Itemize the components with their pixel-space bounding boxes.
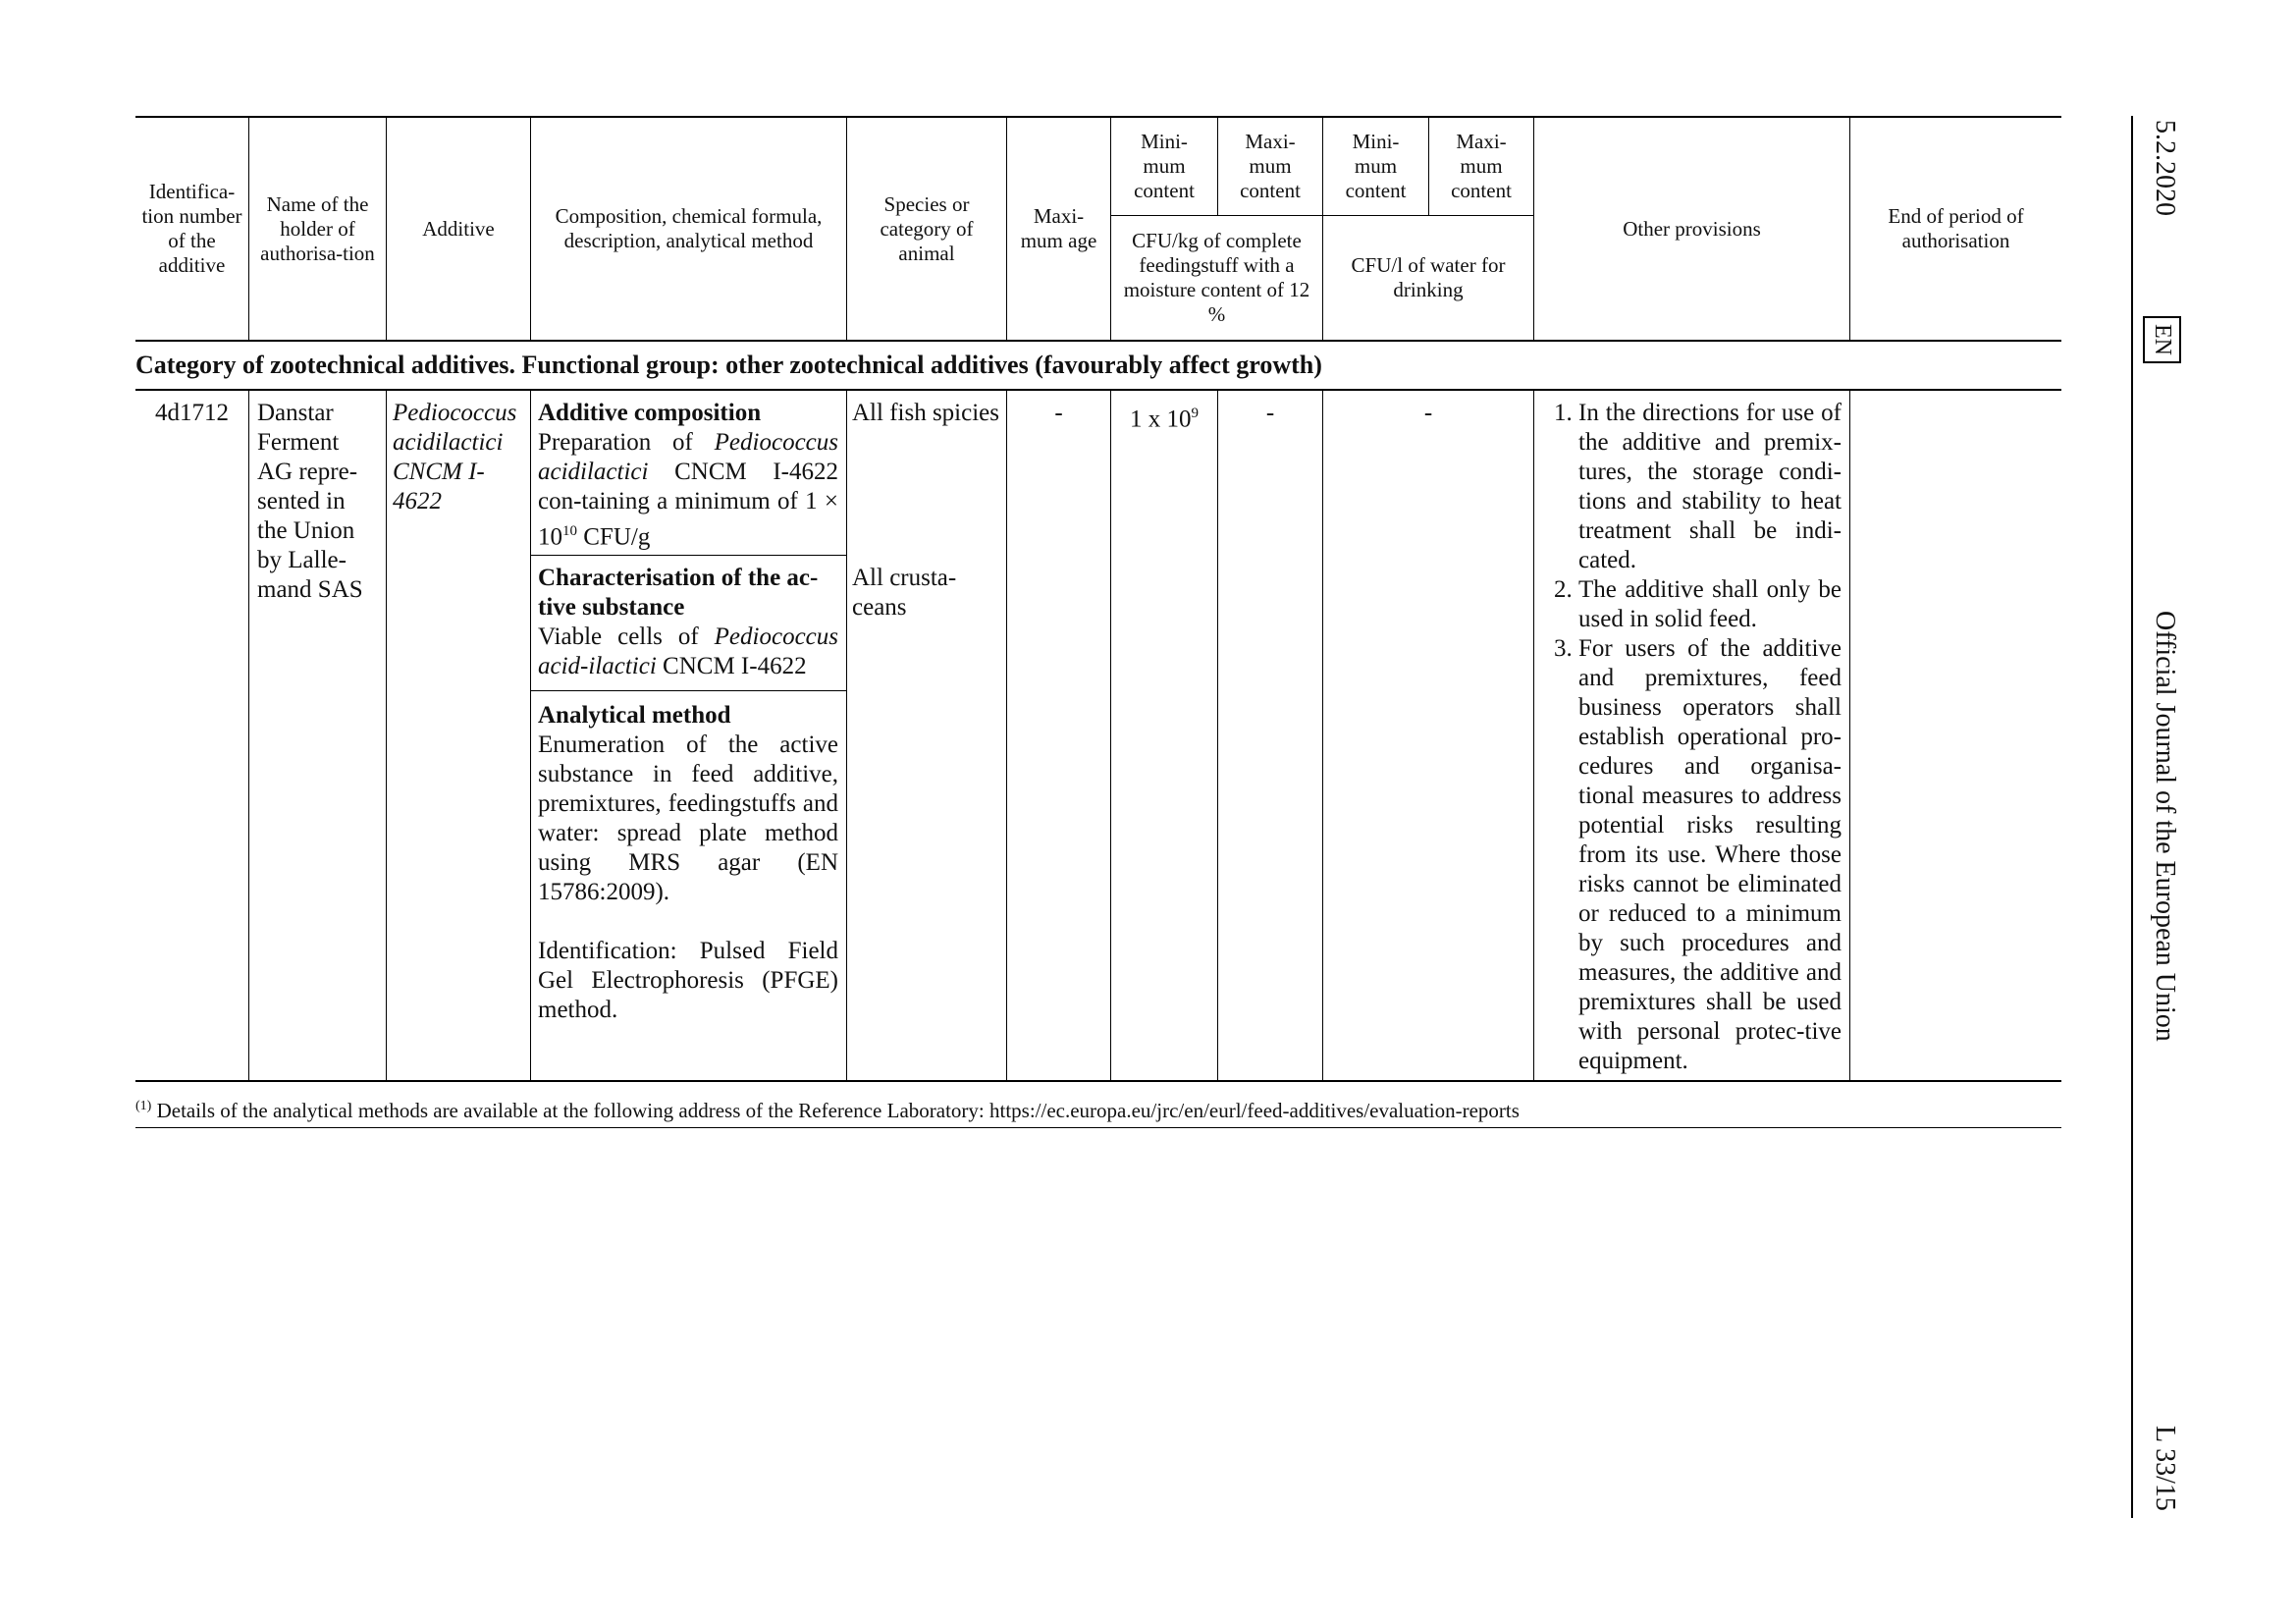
- comp-post: CNCM I-4622 con-taining a minimum of 1 × 10: [538, 459, 838, 551]
- body-col-line-6: [1110, 391, 1111, 1080]
- comp-species: Pediococcus acidilactici: [538, 429, 838, 485]
- header-max-age: Maxi-mum age: [1020, 204, 1097, 252]
- header-holder: Name of the holder of authorisa-tion: [260, 191, 375, 265]
- header-id: Identifica-tion number of the additive: [141, 180, 242, 277]
- analytical-method-title: Analytical method: [538, 702, 731, 729]
- footnote-mark: (1): [135, 1099, 152, 1113]
- body-col-line-5: [1006, 391, 1007, 1080]
- body-col-line-1: [248, 391, 249, 1080]
- header-min-content: Mini-mum content: [1134, 130, 1195, 202]
- body-col-line-11: [1849, 391, 1850, 1080]
- header-composition: Composition, chemical formula, description, analytical method: [555, 204, 823, 252]
- header-additive: Additive: [422, 216, 495, 241]
- header-cfu-feed: CFU/kg of complete feedingstuff with a moisture content of 12 %: [1123, 229, 1310, 326]
- additive-name: [393, 399, 522, 516]
- header-other-provisions: Other provisions: [1623, 216, 1761, 241]
- min-content-exp: 9: [1191, 406, 1199, 421]
- header-cfu-water: CFU/l of water for drinking: [1351, 253, 1506, 301]
- additive-composition-text: [538, 428, 838, 552]
- header-min-content-water: Mini-mum content: [1345, 130, 1407, 202]
- min-content-value: [1111, 399, 1217, 434]
- additive-composition-cell: [538, 399, 838, 552]
- other-provisions-cell: [1541, 399, 1842, 1076]
- side-date: 5.2.2020: [2150, 120, 2180, 216]
- analytical-method-text: Enumeration of the active substance in feed additive, premixtures, feedingstuffs and water: spread plate method using MRS agar (EN 15786:2009).: [538, 731, 838, 905]
- holder-name: Danstar Ferment AG repre-sented in the Union by Lalle-mand SAS: [257, 400, 363, 603]
- header-bottom-rule: [135, 340, 2061, 342]
- header-max-content: Maxi-mum content: [1240, 130, 1301, 202]
- provision-item-3: 3. For users of the additive and premixtures, feed business operators shall establish operational pro-cedures and organisa-tional measures to address potential risks resulting from its use. Where those risks cannot be eliminated or reduced to a minimum by such procedures and measures, the additive and premixtures shall be used with personal protec-tive equipment.: [1578, 634, 1842, 1076]
- composition-divider-1: [530, 555, 846, 556]
- char-post: CNCM I-4622: [656, 653, 807, 679]
- body-col-line-10: [1533, 391, 1534, 1080]
- body-col-line-2: [386, 391, 387, 1080]
- side-journal-title: Official Journal of the European Union: [2150, 611, 2180, 1042]
- species-fish: All fish spicies: [852, 400, 999, 426]
- max-age-value: -: [1054, 400, 1063, 426]
- composition-divider-2: [530, 690, 846, 691]
- header-species: Species or category of animal: [880, 191, 974, 265]
- additive-name-text: Pediococcus acidilactici CNCM I-4622: [393, 400, 517, 514]
- body-col-line-8: [1322, 391, 1323, 1080]
- footnote: [135, 1094, 1520, 1123]
- header-end-of-period: End of period of authorisation: [1888, 204, 2024, 252]
- characterisation-cell: [538, 564, 838, 681]
- additive-composition-title: Additive composition: [538, 400, 762, 426]
- body-col-line-4: [846, 391, 847, 1080]
- characterisation-text: [538, 623, 838, 681]
- additive-id: 4d1712: [155, 400, 229, 426]
- body-col-line-7: [1217, 391, 1218, 1080]
- water-content-value: -: [1423, 400, 1433, 426]
- footnote-text: Details of the analytical methods are available at the following address of the Reference Laboratory: https://ec.europa.eu/jrc/en/eurl/feed-additives/evaluation-reports: [156, 1099, 1520, 1122]
- comp-exp: 10: [562, 523, 577, 539]
- analytical-method-identification: Identification: Pulsed Field Gel Electrophoresis (PFGE) method.: [538, 938, 838, 1023]
- body-col-line-3: [530, 391, 531, 1080]
- side-margin-rule: [2131, 116, 2133, 1518]
- min-content-base: 1 x 10: [1130, 406, 1192, 433]
- category-heading: Category of zootechnical additives. Functional group: other zootechnical additives (favourably affect growth): [135, 351, 1322, 379]
- category-bottom-rule: [135, 389, 2061, 391]
- characterisation-title: Characterisation of the ac-tive substance: [538, 565, 819, 621]
- max-content-value: -: [1265, 400, 1275, 426]
- char-species: Pediococcus acid-ilactici: [538, 623, 838, 679]
- footnote-bottom-rule: [135, 1127, 2061, 1128]
- analytical-method-cell: [538, 701, 838, 1025]
- provisions-list: [1541, 399, 1842, 1076]
- provision-item-2: 2. The additive shall only be used in solid feed.: [1578, 575, 1842, 634]
- char-pre: Viable cells of: [538, 623, 715, 650]
- side-language-box: EN: [2143, 316, 2181, 363]
- side-page-ref: L 33/15: [2150, 1426, 2180, 1511]
- comp-pre: Preparation of: [538, 429, 715, 456]
- comp-unit: CFU/g: [583, 523, 651, 551]
- table-bottom-rule: [135, 1080, 2061, 1082]
- provision-item-1: 1. In the directions for use of the additive and premix-tures, the storage condi-tions and stability to heat treatment shall be indi-cated.: [1578, 399, 1842, 575]
- header-max-content-water: Maxi-mum content: [1451, 130, 1512, 202]
- species-crustaceans: All crusta-ceans: [852, 565, 957, 621]
